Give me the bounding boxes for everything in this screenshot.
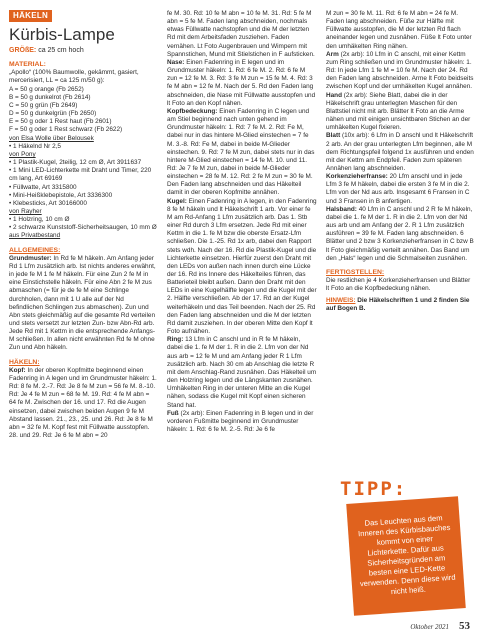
ring-paragraph: [167, 336, 317, 409]
material-line: C = 50 g grün (Fb 2649): [9, 101, 78, 109]
fuss-paragraph: [167, 410, 317, 434]
kopf-paragraph: [9, 367, 157, 440]
korkenzieher-lead: Korkenzieherfranse:: [326, 173, 388, 181]
material-line: • 1 Häkelnd Nr 2,5: [9, 142, 61, 150]
allgemeines-heading: ALLGEMEINES:: [9, 246, 61, 254]
allgemeines-lead: Grundmuster:: [9, 254, 52, 262]
blatt-lead: Blatt: [326, 132, 341, 140]
kopfbedeckung-lead: Kopfbedeckung:: [167, 107, 218, 115]
size-line: [9, 47, 157, 55]
haekeln-heading: HÄKELN:: [9, 358, 40, 366]
fertigstellen-text: Die restlichen je 4 Korkenzieherfransen und Blätter lt Foto an die Kopfbedeckung nähen.: [326, 277, 471, 293]
material-line: B = 50 g dunkelrot (Fb 2614): [9, 93, 91, 101]
size-label: GRÖßE:: [9, 47, 37, 54]
supplier-line: von Pony: [9, 150, 36, 158]
size-value: ca 25 cm hoch: [38, 47, 84, 54]
column-3: [326, 10, 474, 314]
material-line: • 1 Plastik-Kugel, 2teilig, 12 cm Ø, Art 3911637: [9, 159, 142, 167]
material-line: • 2 schwarze Kunststoff-Sicherheitsaugen, 10 mm Ø: [9, 224, 157, 232]
supplier-line: von Rayher: [9, 207, 42, 215]
ring-text: 13 Lfm in C anschl und in R fe M häkeln, dabei die 1. fe M der 1. R in die 2. Lfm von der Nd aus arb = 12 fe M und am Anfang jeder R 1 Lfm zusätzlich arb. Nach 30 cm ab Anschlag die letzte R mit dem Anschlag-Rand zusnähen. Das Häkelteil um den Holzring legen und die Längskanten zusnähen. Umhäkelten Ring in der unteren Mitte an die Kugel nähen, sodass die Kugel mit Kopf einen sicheren Stand hat.: [167, 336, 317, 409]
page-number: 53: [459, 620, 470, 632]
blatt-text: (10x arb): 6 Lfm in D anschl und lt Häkelschrift 2 arb. An der grau unterlegten Lfm beginnen, alle M dem Richtungspfeil folgend 1x ausführen und enden mit der Kettm am Endpfeil. Faden zum späteren Annähen lang abschneiden.: [326, 132, 474, 172]
issue-month: Oktober 2021: [410, 623, 450, 631]
kopf-lead: Kopf:: [9, 366, 26, 374]
material-list: [9, 69, 157, 240]
supplier-line: von Elsa Wolle über Belousek: [9, 134, 94, 142]
hand-lead: Hand: [326, 91, 342, 99]
kugel-lead: Kugel:: [167, 197, 187, 205]
material-line: • Mini-Heißklebepistole, Art 3336300: [9, 191, 113, 199]
tip-text: Das Leuchten aus dem Inneren des Kürbisbauches kommt von einer Lichterkette. Dafür aus Sicherheitsgründen am besten eine LED-Kette verwenden. Denn diese wird nicht heiß.: [357, 513, 456, 597]
arm-text: (2x arb): 10 Lfm in C anschl, mit einer Kettm zum Ring schließen und im Grundmuster häkeln: 1. Rd: In jede Lfm 1 fe M = 10 fe M. Nach der 24. Rd den Faden lang abschneiden. Arme lt Foto beidseits zwischen Kopf und der umhäkelten Kugel annähen.: [326, 50, 474, 91]
material-line: D = 50 g dunkelgrün (Fb 2650): [9, 110, 97, 118]
allgemeines-text: In Rd fe M häkeln. Am Anfang jeder Rd 1 Lfm zusätzlich arb. Ist nichts anderes erwähnt, in jede fe M 1 fe M häkeln. Für eine Zun 2 fe M in eine Einstichstelle häkeln. Für eine Abn 2 fe M zus abmaschen (= für je de fe M eine Schlinge durchholen, dann mit 1 U alle auf der Nd befindlichen Schlingen zus abmaschen). Zun und Abn stets gleichmäßig auf die gesamte Rd verteilen und stets versetzt zur letzten Zun- bzw Abn-Rd arb. Jede Rd mit 1 Kettm in die entsprechende Anfangs-M schließen. In allen nicht erwähnten Rd fe M ohne Zun und Abn häkeln.: [9, 254, 156, 352]
korkenzieher-text: 20 Lfm anschl und in jede Lfm 3 fe M häkeln, dabei die ersten 3 fe M in die 2. Lfm von der Nd aus arb. Insgesamt 6 Fransen in C und 3 Fransen in B anfertigen.: [326, 173, 470, 205]
halsband-text: 40 Lfm in C anschl und 2 R fe M häkeln, dabei die 1. fe M der 1. R in die 2. Lfm von der Nd aus arb und am Anfang der 2. R 1 Lfm zusätzlich ausführen = 39 fe M. Faden lang abschneiden. 6 Blätter und 2 bzw 3 Korkenzieherfransen in C bzw B lt Foto gleichmäßig verteilt annähen. Das Band um den „Hals“ legen und die Schmalseiten zusnähen.: [326, 205, 474, 262]
nase-paragraph: [167, 59, 317, 108]
arm-paragraph: [326, 51, 474, 92]
material-heading: MATERIAL:: [9, 61, 46, 69]
hinweis-lead: HINWEIS:: [326, 297, 356, 305]
material-line: • 1 Mini LED-Lichterkette mit Draht und Timer, 220 cm lang, Art 69169: [9, 167, 152, 183]
nase-text: Einen Fadenring in E legen und im Grundmuster häkeln: 1. Rd: 6 fe M. 2. Rd: 6 fe M zun = 12 fe M. 3. Rd: 3 fe M zun = 15 fe M. 4. Rd: 3 fe M abn = 12 fe M. Nach der 5. Rd den Faden lang abschneiden, die Nase mit Füllwatte ausstopfen und lt Foto an den Kopf nähen.: [167, 58, 316, 107]
column-2: [167, 10, 317, 434]
supplier-line: aus Privatbestand: [9, 232, 61, 240]
material-line: • 1 Holzring, 10 cm Ø: [9, 216, 70, 224]
fuss-text: (2x arb): Einen Fadenring in B legen und in der vorderen Fußmitte beginnend im Grundmuster häkeln: 1. Rd: 6 fe M. 2.-5. Rd: Je 6 fe: [167, 409, 314, 433]
material-line: • Füllwatte, Art 3315800: [9, 183, 77, 191]
kopfbedeckung-text: Einen Fadenring in C legen und am Stiel beginnend nach unten gehend im Grundmuster häkeln: 1. Rd: 7 fe M. 2. Rd: Fe M, dabei nur in das hintere M-Glied einstechen = 7 fe M. 3.-8. Rd: Fe M, dabei in beide M-Glieder einstechen. 9. Rd: 7 fe M zun, dabei stets nur in das hintere M-Glied einstechen = 14 fe M. 10. und 11. Rd: Je 7 fe M zun, dabei in beide M-Glieder einstechen = 28 fe M. 12. Rd: 2 fe M zun = 30 fe M. Den Faden lang abschneiden und das Häkelteil damit in der oberen Kopfmitte annähen.: [167, 107, 315, 197]
tip-title: TIPP:: [340, 478, 408, 500]
ring-lead: Ring:: [167, 336, 184, 344]
material-line: „Apollo“ (100% Baumwolle, gekämmt, gasiert, mercerisiert, LL = ca 125 m/50 g):: [9, 69, 139, 85]
tip-box: [340, 476, 462, 614]
page-title: Kürbis-Lampe: [9, 25, 115, 44]
fertigstellen-heading: FERTIGSTELLEN:: [326, 268, 385, 276]
column-1: [9, 10, 157, 440]
halsband-lead: Halsband:: [326, 205, 357, 213]
kopf-text: In der oberen Kopfmitte beginnend einen Fadenring in A legen und im Grundmuster häkeln: 1. Rd: 8 fe M. 2.-7. Rd: Je 8 fe M zun = 56 fe M. 8.-10. Rd: Je 4 fe M zun = 68 fe M. 19. Rd: 4 fe M abn = 64 fe M. Zwischen der 16. und 17. Rd die Augen einsetzen, dabei zwischen beiden Augen 9 fe M Abstand lassen. 21., 23., 25. und 26. Rd: Je 8 fe M abn = 32 fe M. Kopf fest mit Füllwatte ausstopfen. 28. und 29. Rd: Je 6 fe M abn = 20: [9, 366, 157, 440]
blatt-paragraph: [326, 132, 474, 173]
category-tag: HÄKELN: [9, 10, 52, 22]
page-footer: [410, 620, 470, 632]
hinweis-text: Die Häkelschriften 1 und 2 finden Sie auf Bogen B.: [326, 297, 470, 313]
arm-lead: Arm: [326, 50, 339, 58]
kugel-paragraph: [167, 198, 317, 337]
material-line: F = 50 g oder 1 Rest schwarz (Fb 2622): [9, 126, 123, 134]
allgemeines-paragraph: [9, 255, 157, 353]
kopfbedeckung-paragraph: [167, 108, 317, 198]
material-line: E = 50 g oder 1 Rest haut (Fb 2601): [9, 118, 112, 126]
kugel-text: Einen Fadenring in A legen, in den Fadenring 8 fe M häkeln und lt Häkelschrift 1 arb. Vor einer fe M am Rd-Anfang 1 Lfm zusätzlich arb. Das 1. Stb einer Rd durch 3 Lfm ersetzen. Jede Rd mit einer Kettm in die 1. fe M bzw die oberste Ersatz-Lfm schließen. Die 1.-25. Rd 1x arb, dabei den Rapport stets wdh. Nach der 16. Rd die Plastik-Kugel und die Lichterkette einsetzen. Hierfür zuerst den Draht mit den LEDs von außen nach innen durch eine Lücke der 16. Rd ins Innere des Häkelteiles führen, das Batterieteil bleibt außen. Dann den Draht mit den LEDs in eine Kugelhälfte legen und die Kugel mit der 2. Hälfte verschließen. Ab der 17. Rd an der Kugel weiterhäkeln und das Teil beenden. Nach der 25. Rd den Faden lang abschneiden und die M der letzten Rd damit zusziehen. In der oberen Mitte den Kopf lt Foto aufnähen.: [167, 197, 317, 336]
fuss-lead: Fuß: [167, 409, 179, 417]
fuss-continued: M zun = 30 fe M. 11. Rd: 6 fe M abn = 24 fe M. Faden lang abschneiden. Füße zur Hälfte mit Füllwatte ausstopfen, die M der letzten Rd flach aneinander legen und zusnähen. Füße lt Foto unter den umhäkelten Ring nähen.: [326, 10, 472, 50]
nase-lead: Nase:: [167, 58, 185, 66]
hand-text: (2x arb): Siehe Blatt, dabei die in der Häkelschrift grau unterlegten Maschen für den Blattstiel nicht mit arb. Blätter lt Foto an die Arme nähen und mit einigen unsichtbaren Stichen an der umhäkelten Kugel fixieren.: [326, 91, 471, 132]
korkenzieher-paragraph: [326, 173, 474, 206]
hand-paragraph: [326, 92, 474, 133]
kopf-continued: fe M. 30. Rd: 10 fe M abn = 10 fe M. 31. Rd: 5 fe M abn = 5 fe M. Faden lang abschneiden, nochmals etwas Füllwatte nachstopfen und die M der letzten Rd mit dem Arbeitsfaden zusziehen. Faden vernähen. Lt Foto Augenbrauen und Wimpern mit Spannstichen, Mund mit Stielstichen in F aufsticken.: [167, 10, 315, 58]
material-line: • Klebesticks, Art 30166000: [9, 199, 87, 207]
halsband-paragraph: [326, 206, 474, 263]
material-line: A = 50 g orange (Fb 2652): [9, 85, 84, 93]
hinweis-paragraph: [326, 297, 474, 313]
